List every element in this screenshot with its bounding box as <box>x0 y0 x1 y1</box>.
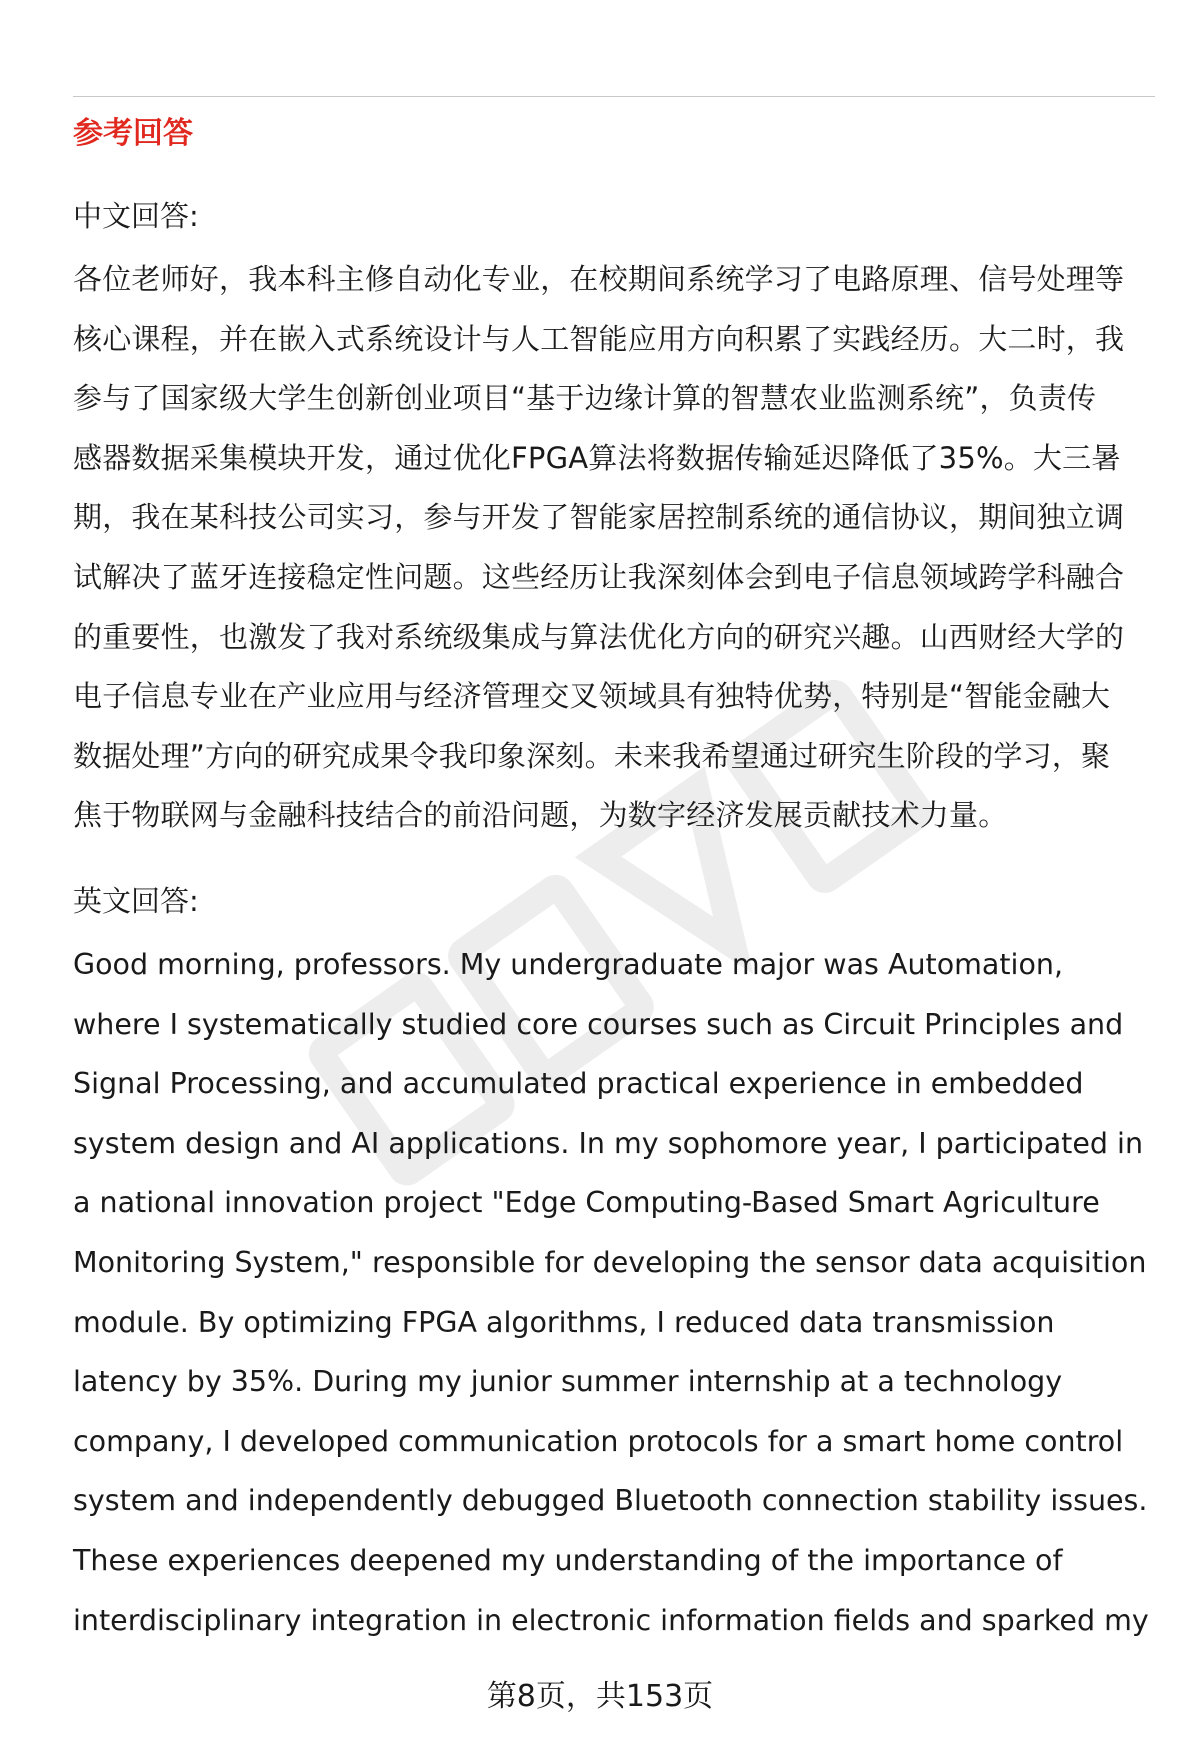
english-answer-body <box>73 935 1158 1650</box>
top-divider <box>73 96 1155 97</box>
page-number: 第8页，共153页 <box>486 1679 714 1714</box>
chinese-answer-line: 期，我在某科技公司实习，参与开发了智能家居控制系统的通信协议，期间独立调 <box>73 500 1125 535</box>
chinese-answer-line: 焦于物联网与金融科技结合的前沿问题，为数字经济发展贡献技术力量。 <box>73 798 1008 833</box>
chinese-answer-line: 试解决了蓝牙连接稳定性问题。这些经历让我深刻体会到电子信息领域跨学科融合 <box>73 559 1125 594</box>
english-answer-line: a national innovation project "Edge Computing-Based Smart Agriculture <box>73 1186 1100 1220</box>
section-heading: 参考回答 <box>73 116 193 151</box>
english-answer-line: where I systematically studied core courses such as Circuit Principles and <box>73 1007 1124 1041</box>
chinese-answer-line: 数据处理”方向的研究成果令我印象深刻。未来我希望通过研究生阶段的学习，聚 <box>73 738 1111 773</box>
english-answer-line: Monitoring System," responsible for developing the sensor data acquisition <box>73 1245 1147 1279</box>
english-answer-line: system design and AI applications. In my sophomore year, I participated in <box>73 1126 1144 1160</box>
english-answer-line: Signal Processing, and accumulated practical experience in embedded <box>73 1067 1084 1101</box>
english-answer-line: interdisciplinary integration in electronic information fields and sparked my <box>73 1603 1149 1637</box>
english-answer-line: company, I developed communication protocols for a smart home control <box>73 1424 1124 1458</box>
english-answer-line: module. By optimizing FPGA algorithms, I reduced data transmission <box>73 1305 1055 1339</box>
chinese-answer-body <box>73 250 1158 846</box>
chinese-answer-line: 参与了国家级大学生创新创业项目“基于边缘计算的智慧农业监测系统”，负责传 <box>73 381 1097 416</box>
english-answer-line: system and independently debugged Bluetooth connection stability issues. <box>73 1484 1148 1518</box>
chinese-answer-label: 中文回答: <box>73 199 199 233</box>
english-answer-line: Good morning, professors. My undergraduate major was Automation, <box>73 948 1064 981</box>
chinese-answer-line: 电子信息专业在产业应用与经济管理交叉领域具有独特优势，特别是“智能金融大 <box>73 679 1111 714</box>
chinese-answer-line: 核心课程，并在嵌入式系统设计与人工智能应用方向积累了实践经历。大二时，我 <box>73 321 1125 356</box>
english-answer-label: 英文回答: <box>73 884 199 918</box>
english-answer-line: latency by 35%. During my junior summer internship at a technology <box>73 1365 1063 1399</box>
chinese-answer-line: 各位老师好，我本科主修自动化专业，在校期间系统学习了电路原理、信号处理等 <box>73 262 1125 296</box>
chinese-answer-line: 感器数据采集模块开发，通过优化FPGA算法将数据传输延迟降低了35%。大三暑 <box>73 440 1121 475</box>
chinese-answer-line: 的重要性，也激发了我对系统级集成与算法优化方向的研究兴趣。山西财经大学的 <box>73 619 1125 654</box>
english-answer-line: These experiences deepened my understanding of the importance of <box>73 1543 1063 1577</box>
